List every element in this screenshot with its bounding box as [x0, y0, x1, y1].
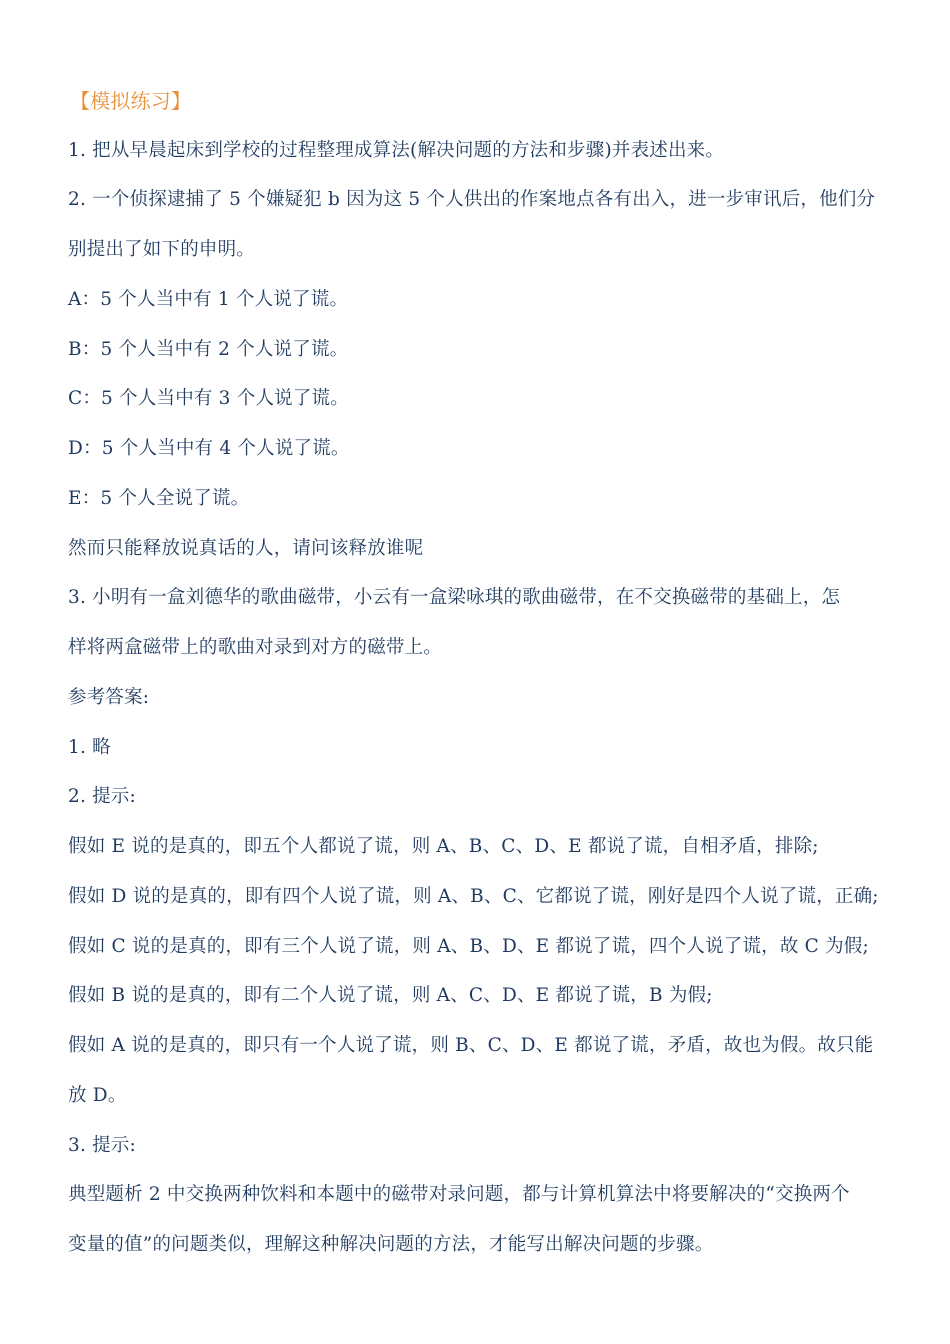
question-1: 1. 把从早晨起床到学校的过程整理成算法(解决问题的方法和步骤)并表述出来。 [68, 140, 725, 161]
answer-3-line-1: 典型题析 2 中交换两种饮料和本题中的磁带对录问题，都与计算机算法中将要解决的“交换两个 [68, 1184, 850, 1205]
question-2-prompt: 然而只能释放说真话的人，请问该释放谁呢 [68, 538, 424, 559]
answer-2-heading: 2. 提示: [68, 786, 136, 807]
answer-1: 1. 略 [68, 737, 111, 758]
section-title: 【模拟练习】 [70, 89, 192, 113]
answer-3-line-2: 变量的值”的问题类似，理解这种解决问题的方法，才能写出解决问题的步骤。 [68, 1234, 714, 1255]
answer-2-case-d: 假如 D 说的是真的，即有四个人说了谎，则 A、B、C、它都说了谎，刚好是四个人说了谎，正确; [68, 886, 879, 907]
answer-2-case-c: 假如 C 说的是真的，即有三个人说了谎，则 A、B、D、E 都说了谎，四个人说了谎，故 C 为假; [68, 936, 869, 957]
question-2-line-1: 2. 一个侦探逮捕了 5 个嫌疑犯 b 因为这 5 个人供出的作案地点各有出入，进一步审讯后，他们分 [68, 189, 876, 210]
answers-heading: 参考答案: [68, 687, 150, 708]
answer-3-heading: 3. 提示: [68, 1135, 136, 1156]
question-2-line-2: 别提出了如下的申明。 [68, 239, 256, 260]
answer-2-case-a-line-2: 放 D。 [68, 1085, 127, 1106]
statement-e: E：5 个人全说了谎。 [68, 488, 250, 509]
answer-2-case-a-line-1: 假如 A 说的是真的，即只有一个人说了谎，则 B、C、D、E 都说了谎，矛盾，故也为假。故只能 [68, 1035, 874, 1056]
statement-a: A：5 个人当中有 1 个人说了谎。 [68, 289, 349, 310]
statement-b: B：5 个人当中有 2 个人说了谎。 [68, 339, 349, 360]
answer-2-case-b: 假如 B 说的是真的，即有二个人说了谎，则 A、C、D、E 都说了谎，B 为假; [68, 985, 713, 1006]
question-3-line-2: 样将两盒磁带上的歌曲对录到对方的磁带上。 [68, 637, 443, 658]
statement-c: C：5 个人当中有 3 个人说了谎。 [68, 388, 349, 409]
question-3-line-1: 3. 小明有一盒刘德华的歌曲磁带，小云有一盒梁咏琪的歌曲磁带，在不交换磁带的基础上，怎 [68, 587, 841, 608]
answer-2-case-e: 假如 E 说的是真的，即五个人都说了谎，则 A、B、C、D、E 都说了谎，自相矛盾，排除; [68, 836, 819, 857]
statement-d: D：5 个人当中有 4 个人说了谎。 [68, 438, 350, 459]
